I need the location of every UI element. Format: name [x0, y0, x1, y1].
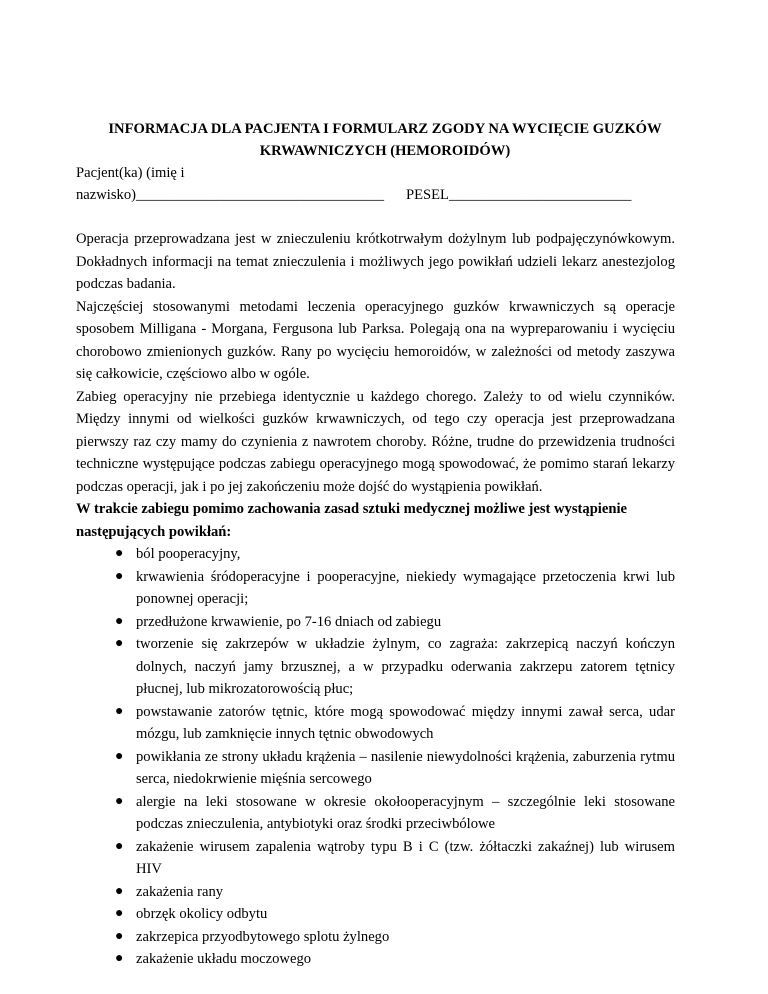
bullet-icon: ●: [115, 951, 124, 966]
anesthesia-paragraph: Operacja przeprowadzana jest w znieczuleniu krótkotrwałym dożylnym lub podpajęczynówkowym. Dokładnych informacji na temat znieczulenia i możliwych jego powikłań udzieli lekarz anestezjolog podczas badania.: [76, 231, 675, 292]
list-item: ● zakażenia rany: [76, 881, 675, 904]
list-item: ● krwawienia śródoperacyjne i pooperacyjne, niekiedy wymagające przetoczenia krwi lub ponownej operacji;: [76, 566, 675, 611]
list-item: ● powikłania ze strony układu krążenia – nasilenie niewydolności krążenia, zaburzenia rytmu serca, niedokrwienie mięśnia sercowego: [76, 746, 675, 791]
methods-paragraph: Najczęściej stosowanymi metodami leczenia operacyjnego guzków krwawniczych są operacje sposobem Milligana - Morgana, Fergusona lub Parksa. Polegają ona na wypreparowaniu i wycięciu chorobowo zmienionych guzków. Rany po wycięciu hemoroidów, w zależności od metody zaszywa się całkowicie, częściowo albo w ogóle.: [76, 298, 675, 382]
patient-name-label: Pacjent(ka) (imię i: [76, 165, 185, 181]
list-item: ● przedłużone krwawienie, po 7-16 dniach od zabiegu: [76, 611, 675, 634]
complications-intro: W trakcie zabiegu pomimo zachowania zasad sztuki medycznej możliwe jest wystąpienie następujących powikłań:: [76, 501, 627, 540]
bullet-icon: ●: [115, 906, 124, 921]
bullet-icon: ●: [115, 883, 124, 899]
document-body: [76, 228, 675, 971]
bullet-icon: ●: [115, 748, 124, 764]
bullet-icon: ●: [115, 703, 124, 719]
course-paragraph: Zabieg operacyjny nie przebiega identycznie u każdego chorego. Zależy to od wielu czynników. Między innymi od wielkości guzków krwawniczych, od tego czy operacja jest przeprowadzana pierwszy raz czy mamy do czynienia z nawrotem choroby. Różne, trudne do przewidzenia trudności techniczne występujące podczas zabiegu operacyjnego mogą spowodować, że pomimo starań lekarzy podczas operacji, jak i po jej zakończeniu może dojść do wystąpienia powikłań.: [76, 388, 675, 495]
list-item: ● powstawanie zatorów tętnic, które mogą spowodować między innymi zawał serca, udar mózgu, lub zamknięcie innych tętnic obwodowych: [76, 701, 675, 746]
bullet-icon: ●: [115, 636, 124, 651]
bullet-icon: ●: [115, 793, 124, 809]
list-item: ● alergie na leki stosowane w okresie okołooperacyjnym – szczególnie leki stosowane podczas znieczulenia, antybiotyki oraz środki przeciwbólowe: [76, 791, 675, 836]
pesel-field: PESEL_________________________: [406, 187, 632, 203]
bullet-icon: ●: [115, 546, 124, 561]
document-title: INFORMACJA DLA PACJENTA I FORMULARZ ZGODY NA WYCIĘCIE GUZKÓW KRWAWNICZYCH (HEMOROIDÓW): [108, 121, 662, 159]
patient-name-field: nazwisko)__________________________________: [76, 187, 385, 203]
list-item: ● tworzenie się zakrzepów w układzie żylnym, co zagraża: zakrzepicą naczyń kończyn dolnych, naczyń jamy brzusznej, a w przypadku oderwania zakrzepu zatorem tętnicy płucnej, lub mikrozatorowością płuc;: [76, 633, 675, 701]
list-item: ● zakażenie układu moczowego: [76, 948, 675, 971]
list-item: ● ból pooperacyjny,: [76, 543, 675, 566]
bullet-icon: ●: [115, 838, 124, 854]
bullet-icon: ●: [115, 613, 124, 629]
bullet-icon: ●: [115, 928, 124, 944]
list-item: ● zakrzepica przyodbytowego splotu żylnego: [76, 926, 675, 949]
bullet-icon: ●: [115, 568, 124, 584]
list-item: ● zakażenie wirusem zapalenia wątroby typu B i C (tzw. żółtaczki zakaźnej) lub wirusem HIV: [76, 836, 675, 881]
list-item: ● obrzęk okolicy odbytu: [76, 903, 675, 926]
complications-list: [76, 543, 675, 971]
